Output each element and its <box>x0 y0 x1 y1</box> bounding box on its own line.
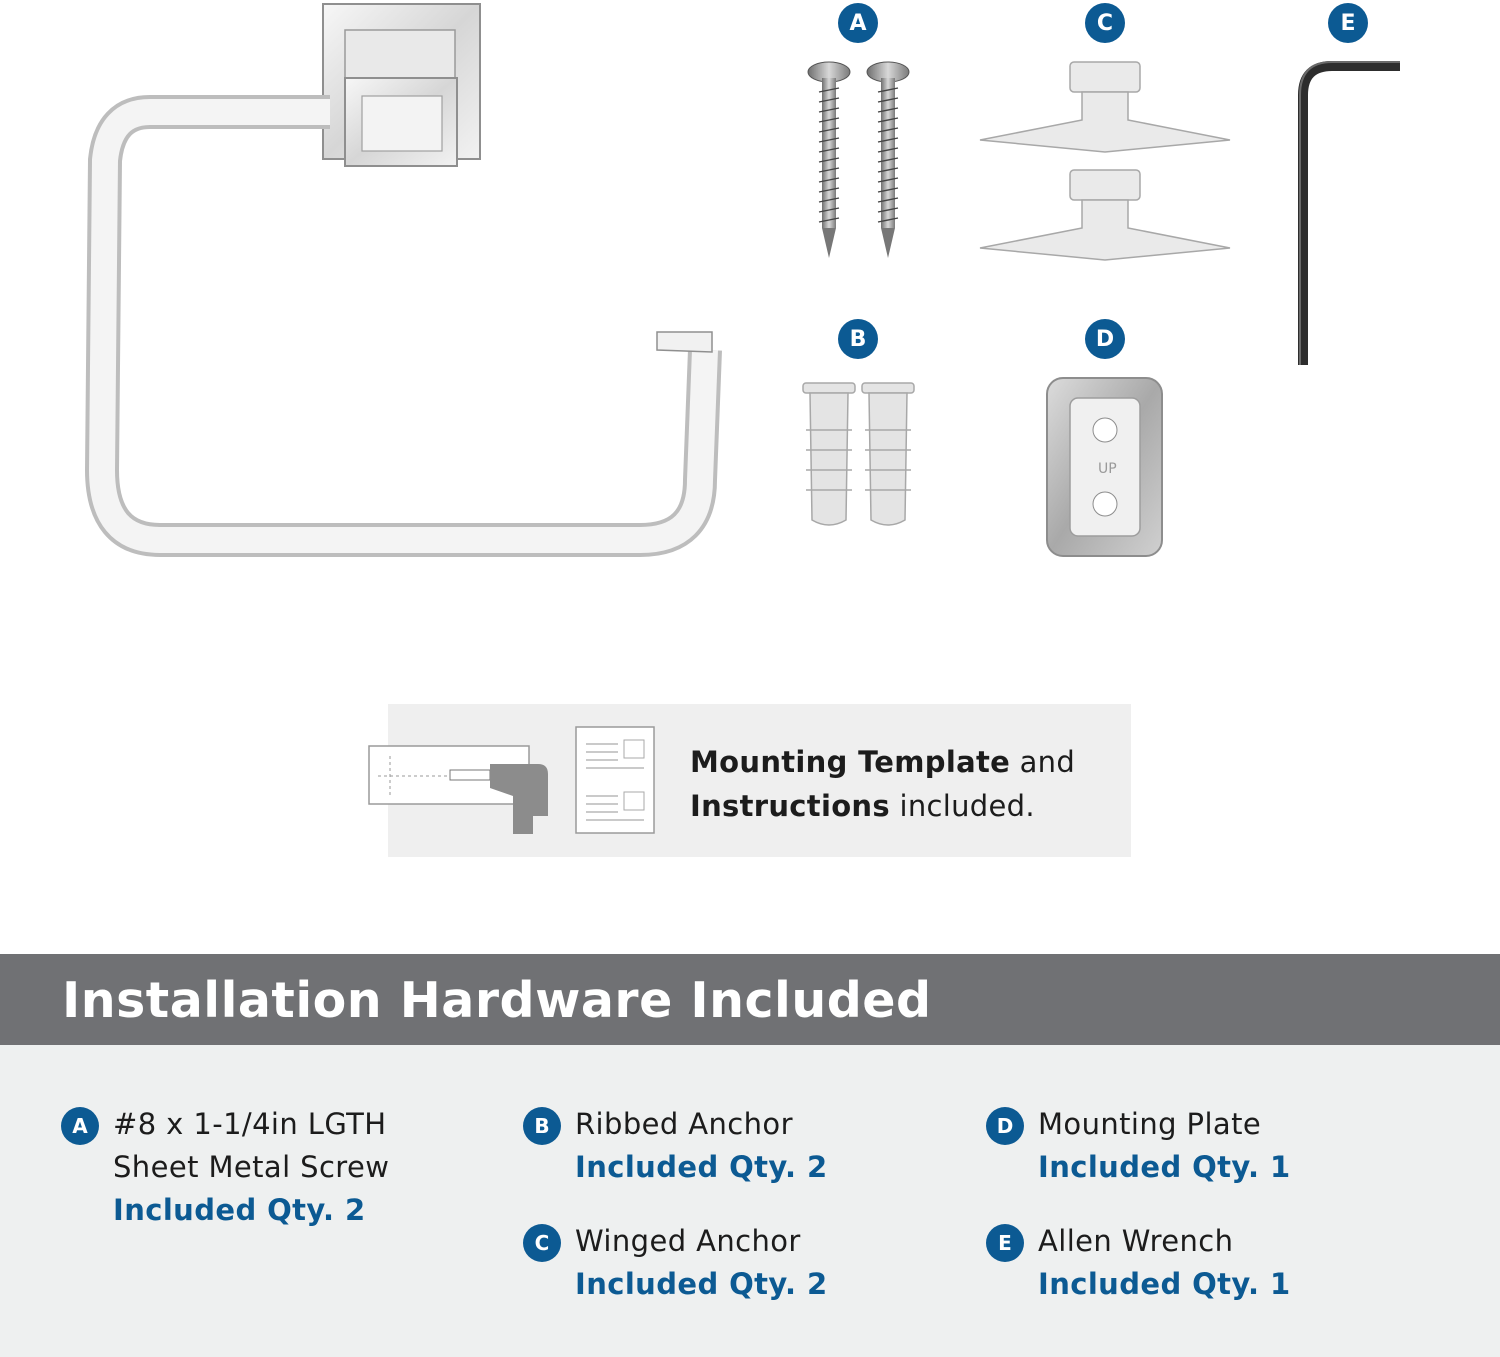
legend-badge-c: C <box>523 1224 561 1262</box>
label-d-badge: D <box>1085 319 1125 359</box>
label-e-badge: E <box>1328 3 1368 43</box>
legend-qty-b: Included Qty. 2 <box>575 1150 828 1184</box>
screw-image <box>808 62 909 258</box>
legend-qty-a: Included Qty. 2 <box>113 1193 366 1227</box>
legend-name-e: Allen Wrench <box>1038 1224 1234 1258</box>
legend-name-c: Winged Anchor <box>575 1224 801 1258</box>
label-c-badge: C <box>1085 3 1125 43</box>
allen-wrench-image <box>1300 62 1400 365</box>
label-b-badge: B <box>838 319 878 359</box>
legend-badge-e: E <box>986 1224 1024 1262</box>
template-instructions-text: Mounting Template and Instructions included. <box>690 745 1076 823</box>
drill-template-icon <box>368 726 668 838</box>
legend-name-b: Ribbed Anchor <box>575 1107 793 1141</box>
ribbed-anchor-image <box>803 383 914 525</box>
winged-anchor-image <box>980 62 1230 260</box>
legend-badge-d: D <box>986 1107 1024 1145</box>
towel-ring-image <box>102 4 712 540</box>
legend-name-a: #8 x 1-1/4in LGTH Sheet Metal Screw <box>113 1107 390 1184</box>
legend-qty-e: Included Qty. 1 <box>1038 1267 1291 1301</box>
plate-up-marking: UP <box>1098 461 1117 477</box>
hardware-title: Installation Hardware Included <box>62 972 932 1029</box>
legend-name-d: Mounting Plate <box>1038 1107 1262 1141</box>
mounting-plate-image <box>1047 378 1162 556</box>
legend-qty-c: Included Qty. 2 <box>575 1267 828 1301</box>
label-a-badge: A <box>838 3 878 43</box>
legend-badge-b: B <box>523 1107 561 1145</box>
legend-qty-d: Included Qty. 1 <box>1038 1150 1291 1184</box>
legend-badge-a: A <box>61 1107 99 1145</box>
